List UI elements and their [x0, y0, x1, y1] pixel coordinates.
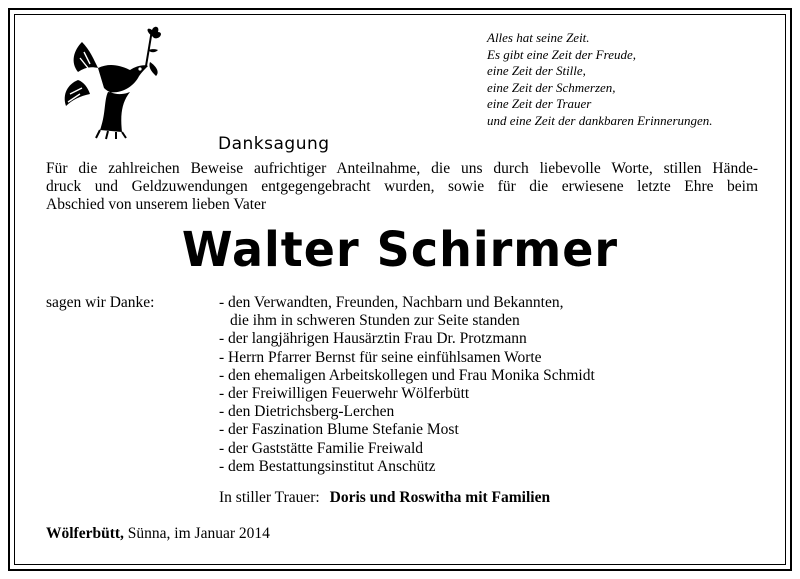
heading-danksagung: Danksagung — [218, 134, 330, 154]
place-name: Wölferbütt, — [46, 525, 124, 542]
place-date — [46, 525, 270, 543]
list-item: die ihm in schweren Stunden zur Seite standen — [230, 312, 520, 330]
intro-paragraph — [46, 160, 758, 214]
thanks-list — [219, 294, 595, 476]
quote-line: Alles hat seine Zeit. — [487, 30, 590, 45]
list-item: - den ehemaligen Arbeitskollegen und Frau Monika Schmidt — [219, 366, 595, 384]
intro-line: Für die zahlreichen Beweise aufrichtiger Anteilnahme, die uns durch liebevolle Worte, stillen Hände- — [46, 160, 758, 177]
deceased-name: Walter Schirmer — [181, 220, 619, 278]
list-item: - der langjährigen Hausärztin Frau Dr. Protzmann — [219, 330, 527, 348]
quote-line: eine Zeit der Schmerzen, — [487, 79, 616, 95]
grief-names: Doris und Roswitha mit Familien — [329, 489, 551, 506]
list-item: - der Freiwilligen Feuerwehr Wölferbütt — [219, 385, 470, 403]
quote-line: eine Zeit der Stille, — [487, 63, 586, 78]
intro-line: druck und Geldzuwendungen entgegengebracht wurden, sowie für die erwiesene letzte Ehre beim — [46, 178, 758, 195]
grief-label: In stiller Trauer: — [219, 489, 320, 506]
list-item: - den Verwandten, Freunden, Nachbarn und Bekannten, — [219, 294, 564, 311]
list-item: - dem Bestattungsinstitut Anschütz — [219, 457, 436, 475]
quote-line: und eine Zeit der dankbaren Erinnerungen. — [487, 112, 713, 128]
list-item: - Herrn Pfarrer Bernst für seine einfühlsamen Worte — [219, 348, 542, 366]
place-date-text: Sünna, im Januar 2014 — [123, 525, 270, 542]
list-item: - den Dietrichsberg-Lerchen — [219, 403, 395, 421]
intro-line: Abschied von unserem lieben Vater — [46, 196, 267, 213]
grief-line — [219, 489, 550, 507]
quote-line: Es gibt eine Zeit der Freude, — [487, 46, 636, 62]
quote-block — [487, 30, 787, 129]
dove-with-rose-icon — [60, 22, 170, 140]
quote-line: eine Zeit der Trauer — [487, 96, 592, 111]
list-item: - der Faszination Blume Stefanie Most — [219, 421, 459, 439]
list-item: - der Gaststätte Familie Freiwald — [219, 439, 424, 457]
thanks-label: sagen wir Danke: — [46, 294, 155, 311]
